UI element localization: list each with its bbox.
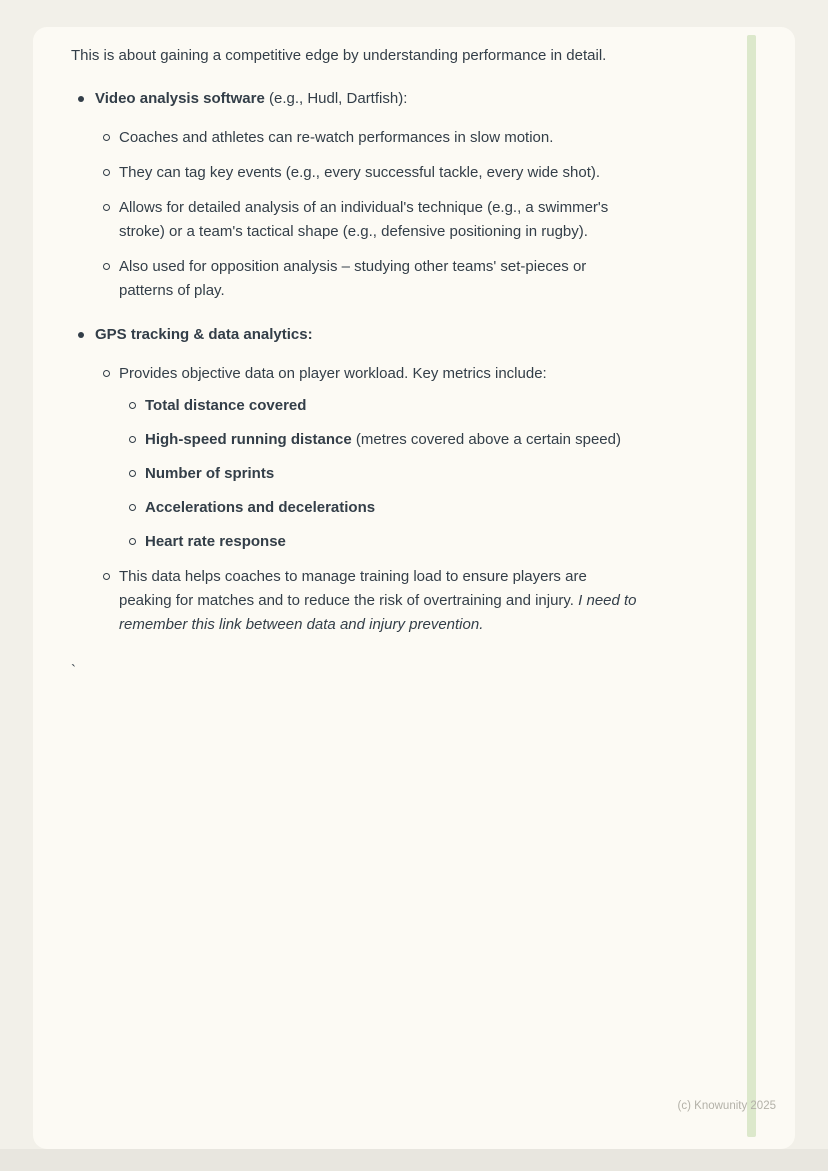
metrics-intro-text: Provides objective data on player workload. Key metrics include: xyxy=(119,365,547,382)
topics-list xyxy=(71,87,637,637)
metric-name: Heart rate response xyxy=(145,533,286,550)
list-item: Allows for detailed analysis of an individual's technique (e.g., a swimmer's stroke) or a team's tactical shape (e.g., defensive positioning in rugby). xyxy=(119,196,637,244)
metric-detail: (metres covered above a certain speed) xyxy=(351,431,621,448)
list-item: Also used for opposition analysis – studying other teams' set-pieces or patterns of play. xyxy=(119,255,637,303)
metric-item xyxy=(145,496,637,520)
topic-gps-tracking xyxy=(95,323,637,637)
metric-item xyxy=(145,394,637,418)
metric-item xyxy=(145,462,637,486)
document-page xyxy=(33,27,795,1149)
closing-note-italic: I need to remember this link between data and injury prevention. xyxy=(119,592,637,633)
list-item xyxy=(119,565,637,637)
page-gap-band xyxy=(0,1149,828,1171)
list-item: They can tag key events (e.g., every successful tackle, every wide shot). xyxy=(119,161,637,185)
intro-paragraph: This is about gaining a competitive edge by understanding performance in detail. xyxy=(71,47,607,64)
topic-title-rest: (e.g., Hudl, Dartfish): xyxy=(264,90,408,107)
metric-item xyxy=(145,530,637,554)
list-item: Coaches and athletes can re-watch performances in slow motion. xyxy=(119,126,637,150)
metric-item xyxy=(145,428,637,452)
metric-name: Total distance covered xyxy=(145,397,307,414)
metrics-list xyxy=(119,394,637,554)
note-content xyxy=(71,41,637,683)
topic-title-bold: GPS tracking & data analytics: xyxy=(95,326,313,343)
watermark: (c) Knowunity 2025 xyxy=(677,1100,776,1112)
closing-text: This data helps coaches to manage training load to ensure players are peaking for matches and to reduce the risk of overtraining and injury. xyxy=(119,568,587,609)
video-points-list xyxy=(95,126,637,303)
gps-points-list xyxy=(95,362,637,637)
metric-name: Accelerations and decelerations xyxy=(145,499,376,516)
metric-name: High-speed running distance xyxy=(145,431,352,448)
page-accent-stripe xyxy=(747,35,756,1137)
topic-video-analysis xyxy=(95,87,637,303)
list-item xyxy=(119,362,637,554)
stray-backtick: ` xyxy=(71,662,76,679)
topic-title-bold: Video analysis software xyxy=(95,90,265,107)
metric-name: Number of sprints xyxy=(145,465,275,482)
